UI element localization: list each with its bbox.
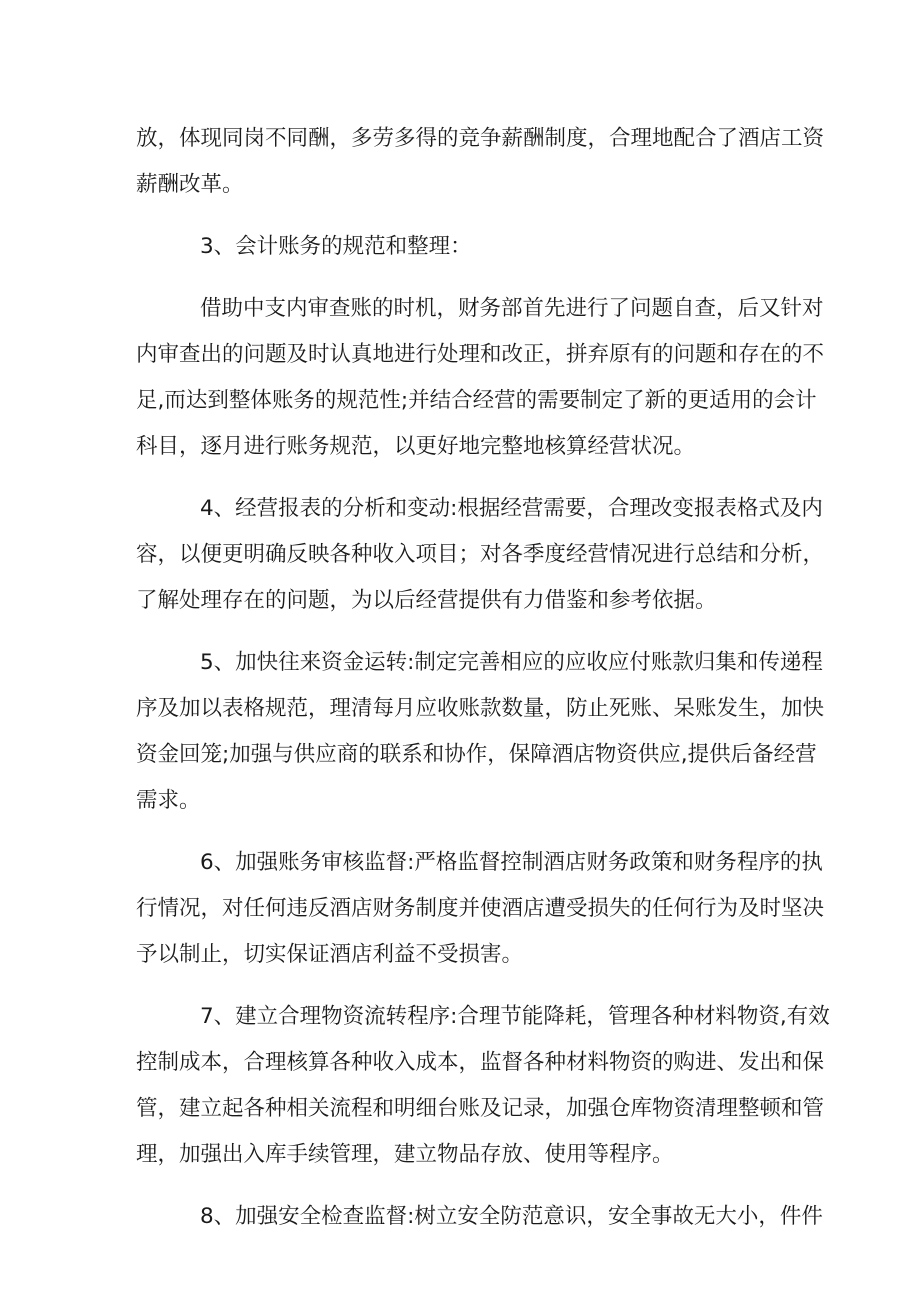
document-body: [136, 116, 830, 1256]
text-line: 行情况，对任何违反酒店财务制度并使酒店遭受损失的任何行为及时坚决: [136, 896, 825, 921]
text-line: 6、加强账务审核监督:严格监督控制酒店财务政策和财务程序的执: [200, 850, 823, 875]
text-line: 放，体现同岗不同酬，多劳多得的竞争薪酬制度，合理地配合了酒店工资: [136, 126, 825, 151]
text-line: 8、加强安全检查监督:树立安全防范意识，安全事故无大小，件件: [200, 1204, 823, 1229]
paragraph: [136, 840, 825, 978]
section-heading: [136, 224, 786, 270]
text-line: 薪酬改革。: [136, 172, 244, 197]
text-line: 了解处理存在的问题，为以后经营提供有力借鉴和参考依据。: [136, 588, 717, 613]
text-line: 借助中支内审查账的时机，财务部首先进行了问题自查，后又针对: [200, 296, 824, 321]
text-line: 3、会计账务的规范和整理：: [200, 234, 472, 259]
paragraph: [136, 1194, 823, 1240]
paragraph: [136, 286, 825, 470]
text-line: 足,而达到整体账务的规范性;并结合经营的需要制定了新的更适用的会计: [136, 388, 817, 413]
text-line: 需求。: [136, 788, 201, 813]
text-line: 序及加以表格规范，理清每月应收账款数量，防止死账、呆账发生，加快: [136, 696, 825, 721]
paragraph: [136, 486, 825, 624]
text-line: 容，以便更明确反映各种收入项目；对各季度经营情况进行总结和分析，: [136, 542, 825, 567]
text-line: 4、经营报表的分析和变动:根据经营需要，合理改变报表格式及内: [200, 496, 823, 521]
paragraph: [136, 994, 830, 1178]
text-line: 资金回笼;加强与供应商的联系和协作，保障酒店物资供应,提供后备经营: [136, 742, 817, 767]
text-line: 科目，逐月进行账务规范，以更好地完整地核算经营状况。: [136, 434, 696, 459]
text-line: 控制成本，合理核算各种收入成本，监督各种材料物资的购进、发出和保: [136, 1050, 825, 1075]
paragraph: [136, 116, 825, 208]
text-line: 内审查出的问题及时认真地进行处理和改正，拼弃原有的问题和存在的不: [136, 342, 825, 367]
text-line: 理，加强出入库手续管理，建立物品存放、使用等程序。: [136, 1142, 674, 1167]
text-line: 管，建立起各种相关流程和明细台账及记录，加强仓库物资清理整顿和管: [136, 1096, 825, 1121]
text-line: 7、建立合理物资流转程序:合理节能降耗，管理各种材料物资,有效: [200, 1004, 830, 1029]
paragraph: [136, 640, 825, 824]
text-line: 5、加快往来资金运转:制定完善相应的应收应付账款归集和传递程: [200, 650, 823, 675]
text-line: 予以制止，切实保证酒店利益不受损害。: [136, 942, 524, 967]
